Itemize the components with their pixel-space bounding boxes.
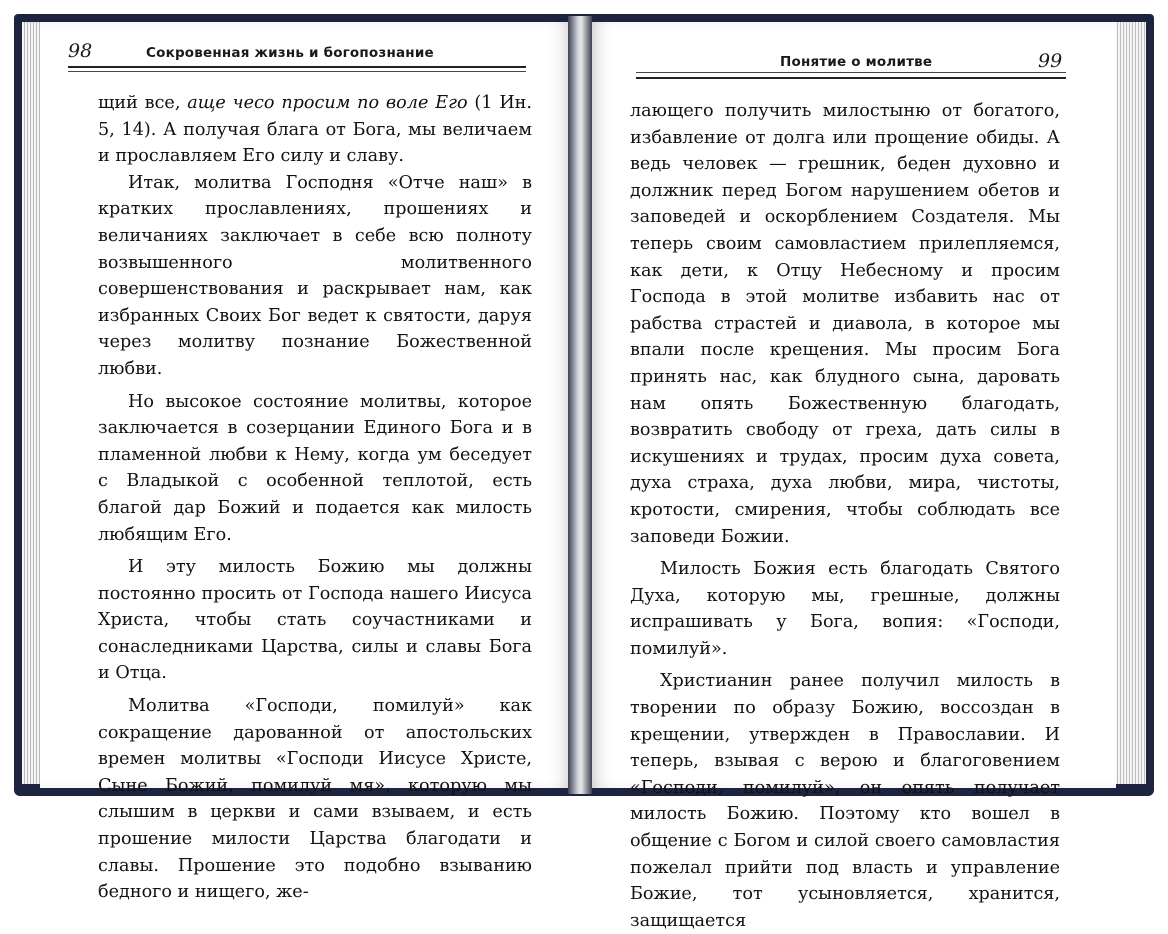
left-page-number: 98	[68, 40, 93, 62]
paragraph-tail: (1 Ин. 5, 14). А получая блага от Бога, мы величаем и прославляем Его силу и славу.	[98, 93, 532, 167]
scripture-quote: аще чесо просим по воле Его	[187, 93, 468, 113]
paragraph	[98, 90, 532, 170]
left-page-header	[68, 38, 530, 68]
right-header-rule-thin	[636, 72, 1066, 73]
left-header-rule-thin	[68, 71, 526, 72]
paragraph: Итак, молитва Господня «Отче наш» в кратких прославлениях, прошениях и величаниях заключает в себе всю полноту возвышенного молитвенного совершенствования и раскрывает нам, как избранных Своих Бог ведет к святости, даруя через молитву познание Божественной любви.	[98, 172, 532, 379]
paragraph-lead: щий все,	[98, 93, 188, 113]
paragraph: Но высокое состояние молитвы, которое заключается в созерцании Единого Бога и в пламенной любви к Нему, когда ум беседует с Владыкой с особенной теплотой, есть благой дар Божий и подается как милость любящим Его.	[98, 391, 532, 545]
paragraph: лающего получить милостыню от богатого, избавление от долга или прощение обиды. А ведь человек — грешник, беден духовно и должник перед Богом нарушением обетов и заповедей и оскорблением Создателя. Мы теперь своим самовластием прилепляемся, как дети, к Отцу Небесному и просим Господа в этой молитве избавить нас от рабства страстей и диавола, в которое мы впали после крещения. Мы просим Бога принять нас, как блудного сына, даровать нам опять Божественную благодать, возвратить свободу от греха, дать силы в искушениях и трудах, просим духа совета, духа страха, духа любви, мира, чистоты, кротости, смирения, чтобы соблюдать все заповеди Божии.	[630, 101, 1060, 547]
paragraph: Милость Божия есть благодать Святого Духа, которую мы, грешные, должны испрашивать у Бога, вопия: «Господи, помилуй».	[630, 559, 1060, 659]
right-page-number: 99	[1038, 50, 1063, 72]
paragraph: И эту милость Божию мы должны постоянно просить от Господа нашего Иисуса Христа, чтобы стать соучастниками и сонаследниками Царства, силы и славы Бога и Отца.	[98, 557, 532, 684]
right-header-rule	[636, 77, 1066, 79]
left-running-title: Сокровенная жизнь и богопознание	[146, 45, 434, 61]
right-page-header	[636, 50, 1066, 80]
left-page-text	[98, 90, 532, 906]
right-page-text	[630, 98, 1060, 934]
paragraph: Христианин ранее получил милость в творении по образу Божию, воссоздан в крещении, утвержден в Православии. И теперь, взывая с верою и благоговением «Господи, помилуй», он опять получает милость Божию. Поэтому кто вошел в общение с Богом и силой своего самовластия пожелал прийти под власть и управление Божие, тот усыновляется, хранится, защищается	[630, 671, 1060, 931]
left-header-rule	[68, 66, 526, 68]
right-running-title: Понятие о молитве	[776, 54, 936, 70]
paragraph: Молитва «Господи, помилуй» как сокращение дарованной от апостольских времен молитвы «Господи Иисусе Христе, Сыне Божий, помилуй мя», которую мы слышим в церкви и сами взываем, и есть прошение милости Царства благодати и славы. Прошение это подобно взыванию бедного и нищего, же-	[98, 696, 532, 903]
book-gutter	[568, 16, 592, 794]
